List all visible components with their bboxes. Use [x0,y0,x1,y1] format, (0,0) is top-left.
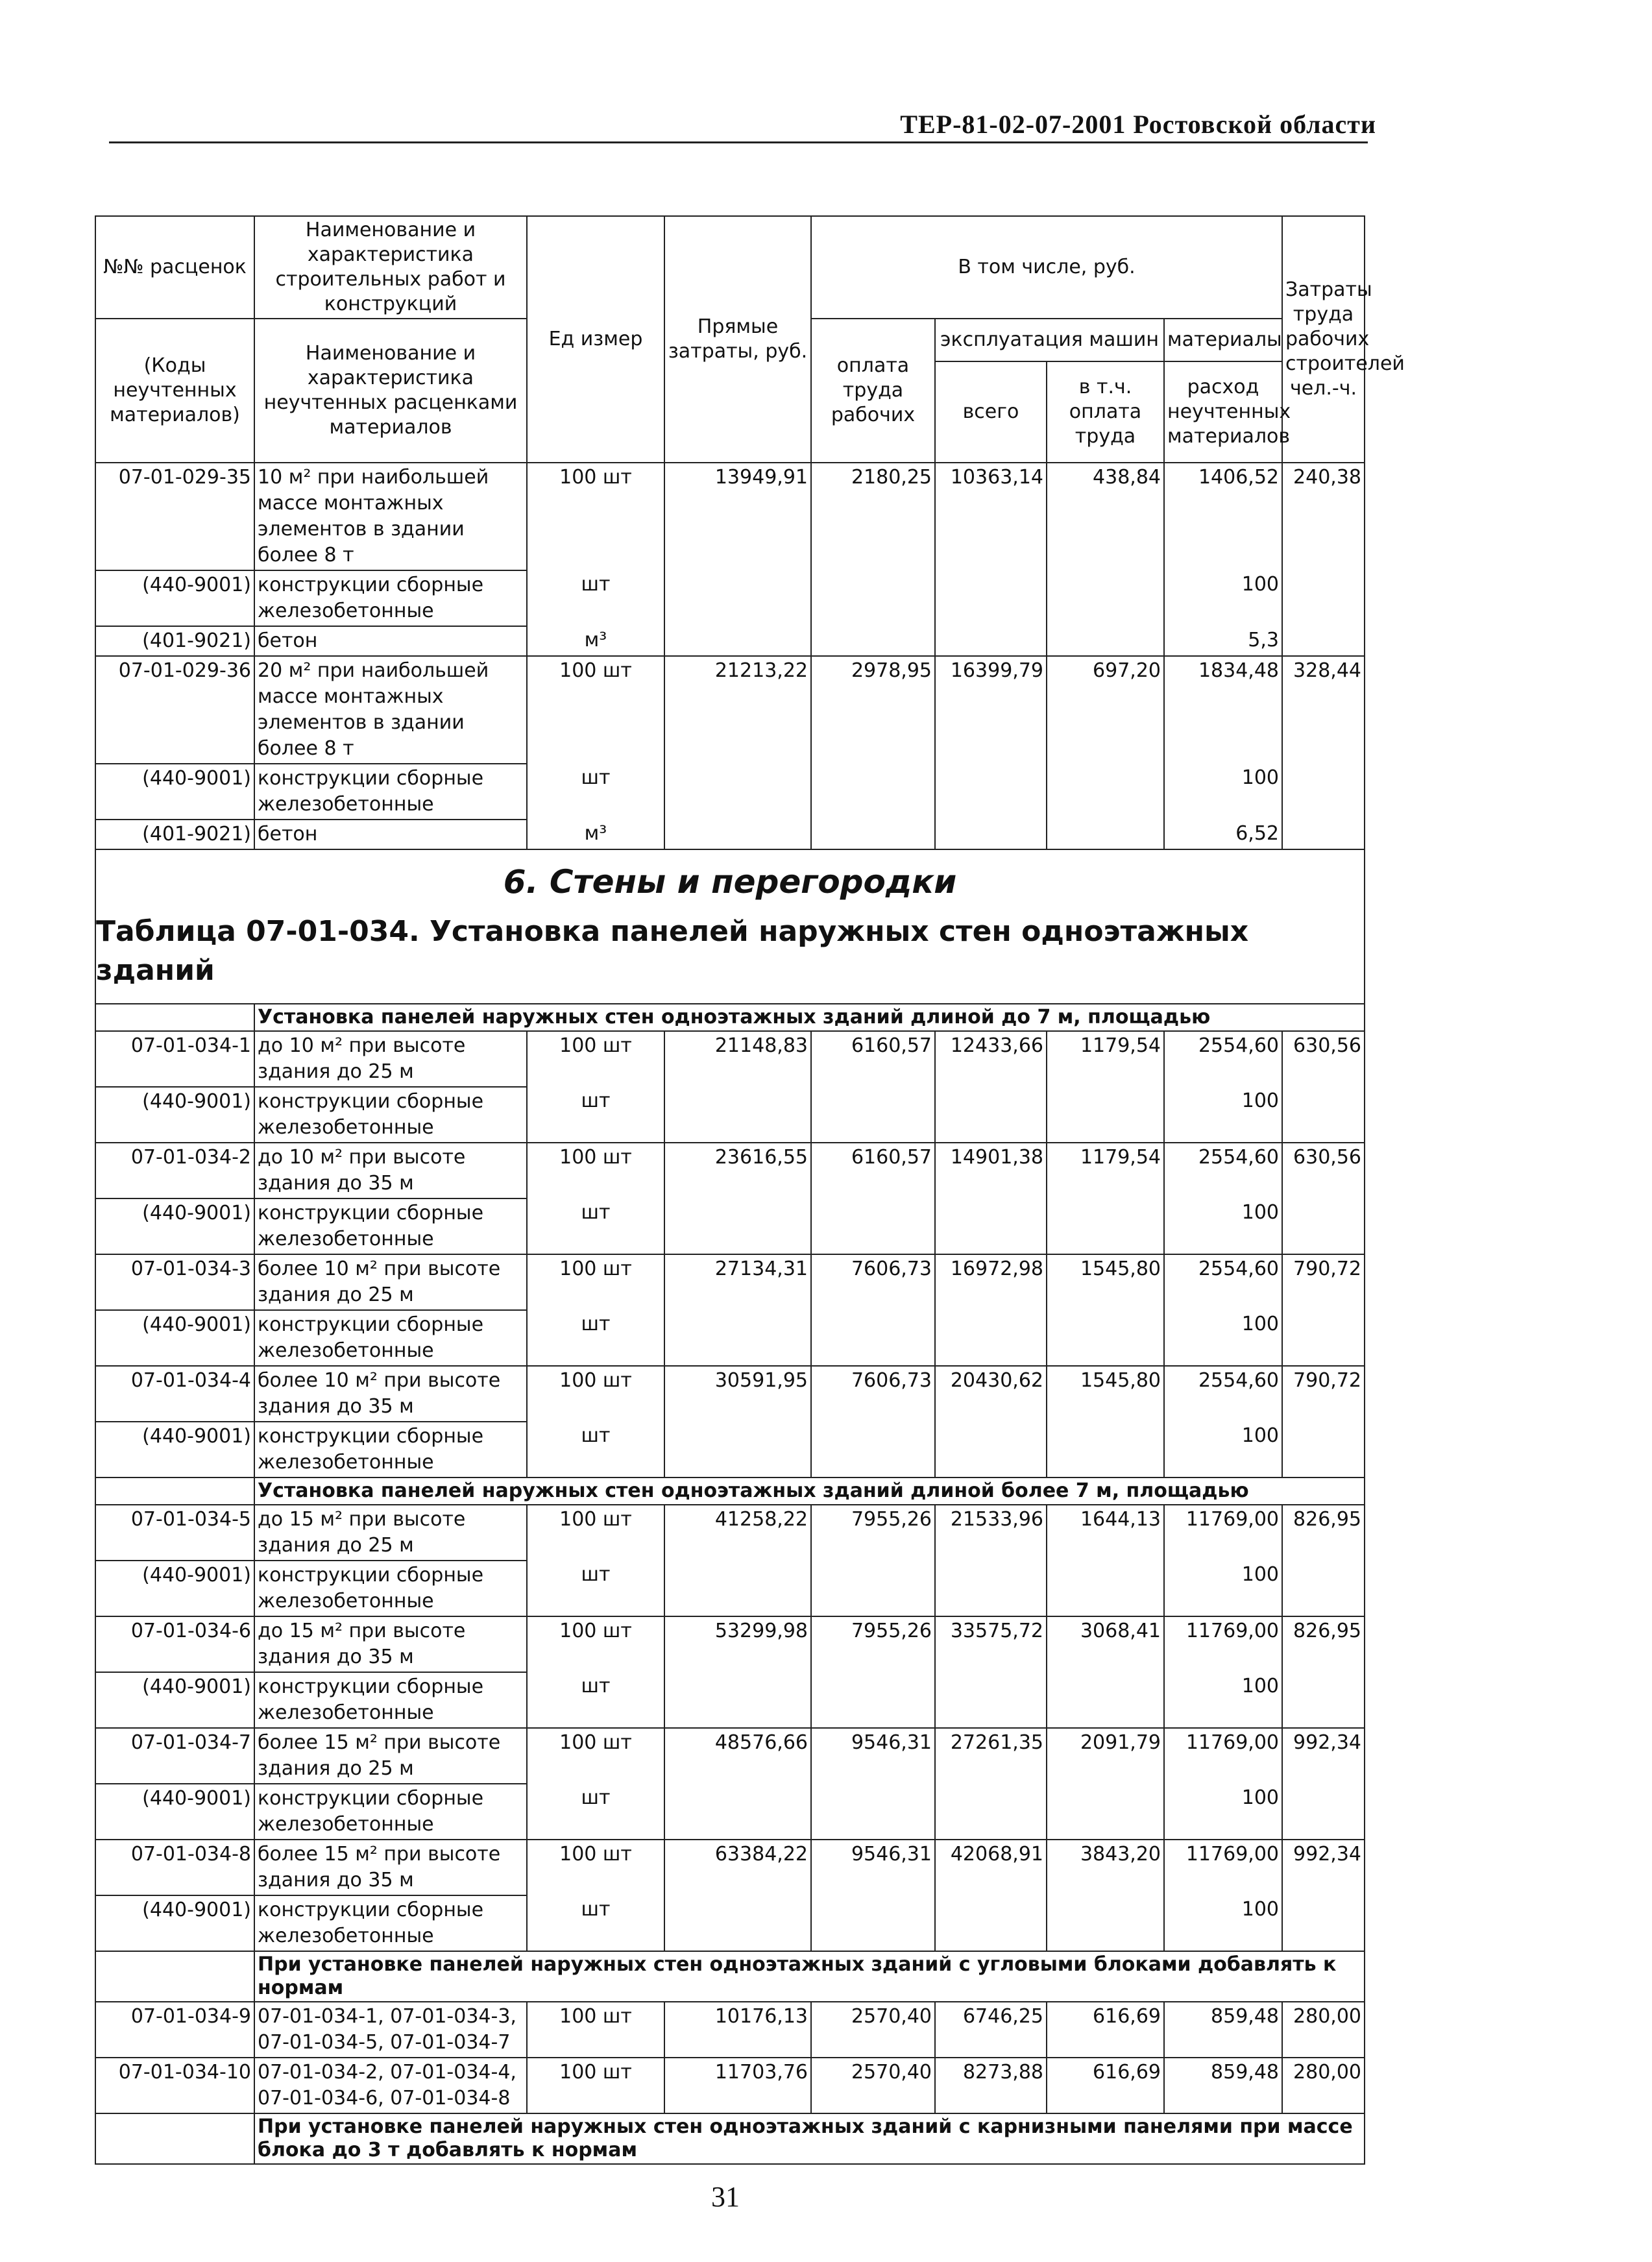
machines-labor-cell [1047,626,1164,656]
labor-pay-cell: 7955,26 [811,1616,935,1672]
direct-costs-cell [664,1198,811,1254]
unit-cell: 100 шт [527,1728,664,1784]
machines-labor-cell: 616,69 [1047,2002,1164,2058]
header-materials: материалы [1164,319,1282,361]
machines-labor-cell: 1644,13 [1047,1505,1164,1561]
machines-labor-cell [1047,1895,1164,1951]
labor-costs-cell [1282,1310,1365,1366]
labor-pay-cell: 2570,40 [811,2002,935,2058]
machines-total-cell [935,1672,1047,1728]
direct-costs-cell: 30591,95 [664,1366,811,1422]
labor-costs-cell: 790,72 [1282,1254,1365,1310]
labor-pay-cell [811,764,935,820]
machines-total-cell [935,764,1047,820]
rate-code-cell: (440-9001) [95,1784,254,1840]
labor-costs-cell: 280,00 [1282,2058,1365,2113]
unit-cell: 100 шт [527,2002,664,2058]
unit-cell: 100 шт [527,1143,664,1198]
direct-costs-cell [664,820,811,849]
machines-total-cell [935,626,1047,656]
machines-total-cell [935,1198,1047,1254]
unit-cell: шт [527,1198,664,1254]
materials-cell: 100 [1164,1087,1282,1143]
table-row [95,1728,1365,1784]
group-row [95,1951,1365,2002]
direct-costs-cell: 21148,83 [664,1031,811,1087]
labor-pay-cell [811,626,935,656]
unit-cell: 100 шт [527,656,664,764]
table-title: Таблица 07-01-034. Установка панелей наружных стен одноэтажных зданий [95,906,1365,1004]
labor-pay-cell [811,1561,935,1616]
rate-name-cell: до 15 м² при высоте здания до 25 м [254,1505,527,1561]
labor-pay-cell [811,1198,935,1254]
labor-pay-cell: 2180,25 [811,463,935,570]
direct-costs-cell [664,1561,811,1616]
unit-cell: шт [527,570,664,626]
header-machines: эксплуатация машин [935,319,1164,361]
labor-costs-cell: 790,72 [1282,1366,1365,1422]
header-name-top: Наименование и характеристика строительных работ и конструкций [254,216,527,319]
machines-total-cell [935,1784,1047,1840]
materials-cell: 100 [1164,1672,1282,1728]
rate-code-cell: 07-01-034-10 [95,2058,254,2113]
labor-costs-cell: 826,95 [1282,1505,1365,1561]
machines-total-cell [935,570,1047,626]
materials-cell: 2554,60 [1164,1254,1282,1310]
materials-cell: 859,48 [1164,2058,1282,2113]
rate-name-cell: 07-01-034-2, 07-01-034-4, 07-01-034-6, 07-01-034-8 [254,2058,527,2113]
rate-name-cell: конструкции сборные железобетонные [254,1310,527,1366]
materials-cell: 2554,60 [1164,1031,1282,1087]
rate-name-cell: конструкции сборные железобетонные [254,1087,527,1143]
labor-pay-cell [811,1895,935,1951]
group-blank [95,2113,254,2164]
direct-costs-cell: 23616,55 [664,1143,811,1198]
labor-pay-cell [811,570,935,626]
table-row [95,1366,1365,1422]
group-row [95,2113,1365,2164]
page-number: 31 [711,2181,740,2213]
machines-labor-cell: 1545,80 [1047,1254,1164,1310]
unit-cell: шт [527,1672,664,1728]
materials-cell: 5,3 [1164,626,1282,656]
rate-code-cell: 07-01-034-6 [95,1616,254,1672]
rate-name-cell: до 10 м² при высоте здания до 25 м [254,1031,527,1087]
table-row [95,2058,1365,2113]
rate-name-cell: более 15 м² при высоте здания до 35 м [254,1840,527,1895]
machines-labor-cell [1047,1087,1164,1143]
document-header-title: ТЕР-81-02-07-2001 Ростовской области [900,110,1376,139]
direct-costs-cell: 21213,22 [664,656,811,764]
labor-costs-cell: 280,00 [1282,2002,1365,2058]
unit-cell: 100 шт [527,2058,664,2113]
labor-costs-cell: 630,56 [1282,1031,1365,1087]
direct-costs-cell [664,1310,811,1366]
labor-pay-cell [811,1784,935,1840]
rate-code-cell: (440-9001) [95,1198,254,1254]
header-labor-costs: Затраты труда рабочих строителей чел.-ч. [1282,216,1365,463]
labor-costs-cell [1282,1561,1365,1616]
section-row [95,849,1365,906]
materials-cell: 2554,60 [1164,1366,1282,1422]
rate-code-cell: (401-9021) [95,820,254,849]
labor-costs-cell: 992,34 [1282,1728,1365,1784]
table-row [95,1422,1365,1478]
header-materials-unaccounted: расход неучтенных материалов [1164,361,1282,463]
labor-costs-cell [1282,1784,1365,1840]
machines-total-cell: 33575,72 [935,1616,1047,1672]
group-title: При установке панелей наружных стен одноэтажных зданий с угловыми блоками добавлять к нормам [254,1951,1365,2002]
rate-code-cell: (440-9001) [95,1561,254,1616]
rate-code-cell: (440-9001) [95,570,254,626]
direct-costs-cell [664,1895,811,1951]
machines-total-cell: 14901,38 [935,1143,1047,1198]
unit-cell: шт [527,1895,664,1951]
table-row [95,463,1365,570]
unit-cell: шт [527,1784,664,1840]
labor-costs-cell: 992,34 [1282,1840,1365,1895]
table-row [95,1143,1365,1198]
machines-total-cell: 21533,96 [935,1505,1047,1561]
labor-costs-cell [1282,1422,1365,1478]
machines-labor-cell: 438,84 [1047,463,1164,570]
machines-labor-cell: 616,69 [1047,2058,1164,2113]
labor-costs-cell: 826,95 [1282,1616,1365,1672]
rate-code-cell: (440-9001) [95,1672,254,1728]
header-name-bottom: Наименование и характеристика неучтенных расценками материалов [254,319,527,463]
materials-cell: 11769,00 [1164,1616,1282,1672]
machines-total-cell: 16399,79 [935,656,1047,764]
machines-labor-cell: 1179,54 [1047,1143,1164,1198]
rate-name-cell: более 10 м² при высоте здания до 35 м [254,1366,527,1422]
labor-costs-cell [1282,1087,1365,1143]
materials-cell: 100 [1164,1895,1282,1951]
price-table [95,215,1405,2165]
materials-cell: 100 [1164,1561,1282,1616]
labor-costs-cell [1282,1672,1365,1728]
machines-labor-cell: 3068,41 [1047,1616,1164,1672]
unit-cell: шт [527,764,664,820]
machines-labor-cell [1047,1672,1164,1728]
machines-labor-cell: 1179,54 [1047,1031,1164,1087]
rate-code-cell: 07-01-034-8 [95,1840,254,1895]
direct-costs-cell [664,570,811,626]
group-title: Установка панелей наружных стен одноэтажных зданий длиной более 7 м, площадью [254,1478,1365,1505]
table-row [95,626,1365,656]
rate-name-cell: более 15 м² при высоте здания до 25 м [254,1728,527,1784]
table-row [95,820,1365,849]
machines-labor-cell: 3843,20 [1047,1840,1164,1895]
machines-labor-cell [1047,570,1164,626]
group-title: При установке панелей наружных стен одноэтажных зданий с карнизными панелями при массе блока до 3 т добавлять к нормам [254,2113,1365,2164]
labor-pay-cell [811,1422,935,1478]
direct-costs-cell [664,1784,811,1840]
unit-cell: м³ [527,820,664,849]
table-row [95,1254,1365,1310]
rate-name-cell: 07-01-034-1, 07-01-034-3, 07-01-034-5, 07-01-034-7 [254,2002,527,2058]
machines-labor-cell [1047,1561,1164,1616]
unit-cell: 100 шт [527,1505,664,1561]
materials-cell: 11769,00 [1164,1505,1282,1561]
direct-costs-cell: 13949,91 [664,463,811,570]
unit-cell: шт [527,1310,664,1366]
materials-cell: 1406,52 [1164,463,1282,570]
unit-cell: 100 шт [527,1616,664,1672]
materials-cell: 11769,00 [1164,1840,1282,1895]
rate-name-cell: бетон [254,626,527,656]
labor-pay-cell: 9546,31 [811,1728,935,1784]
table-row [95,1895,1365,1951]
group-row [95,1004,1365,1031]
direct-costs-cell: 63384,22 [664,1840,811,1895]
rate-code-cell: 07-01-034-1 [95,1031,254,1087]
machines-total-cell: 12433,66 [935,1031,1047,1087]
labor-costs-cell: 328,44 [1282,656,1365,764]
unit-cell: 100 шт [527,1366,664,1422]
machines-total-cell: 8273,88 [935,2058,1047,2113]
rate-code-cell: (440-9001) [95,1422,254,1478]
machines-labor-cell [1047,1784,1164,1840]
rate-code-cell: (440-9001) [95,1310,254,1366]
direct-costs-cell [664,1087,811,1143]
labor-pay-cell [811,1087,935,1143]
unit-cell: 100 шт [527,1254,664,1310]
materials-cell: 100 [1164,1784,1282,1840]
header-rule [109,141,1368,143]
rate-code-cell: 07-01-034-9 [95,2002,254,2058]
rate-name-cell: конструкции сборные железобетонные [254,1561,527,1616]
labor-costs-cell [1282,820,1365,849]
machines-total-cell: 10363,14 [935,463,1047,570]
materials-cell: 859,48 [1164,2002,1282,2058]
rate-code-cell: 07-01-034-7 [95,1728,254,1784]
labor-pay-cell: 2978,95 [811,656,935,764]
header-code-top: №№ расценок [95,216,254,319]
direct-costs-cell: 53299,98 [664,1616,811,1672]
materials-cell: 2554,60 [1164,1143,1282,1198]
rate-code-cell: (440-9001) [95,1895,254,1951]
rate-code-cell: 07-01-029-35 [95,463,254,570]
rate-name-cell: 10 м² при наибольшей массе монтажных элементов в здании более 8 т [254,463,527,570]
rate-code-cell: 07-01-034-2 [95,1143,254,1198]
labor-pay-cell: 6160,57 [811,1031,935,1087]
labor-costs-cell: 630,56 [1282,1143,1365,1198]
rate-name-cell: 20 м² при наибольшей массе монтажных элементов в здании более 8 т [254,656,527,764]
header-row-1 [95,216,1365,319]
labor-costs-cell [1282,1895,1365,1951]
direct-costs-cell [664,626,811,656]
materials-cell: 11769,00 [1164,1728,1282,1784]
rate-name-cell: конструкции сборные железобетонные [254,764,527,820]
table-row [95,764,1365,820]
rate-code-cell: (440-9001) [95,764,254,820]
direct-costs-cell: 27134,31 [664,1254,811,1310]
unit-cell: шт [527,1422,664,1478]
group-blank [95,1004,254,1031]
group-row [95,1478,1365,1505]
labor-pay-cell: 2570,40 [811,2058,935,2113]
machines-total-cell [935,1895,1047,1951]
machines-total-cell: 42068,91 [935,1840,1047,1895]
materials-cell: 1834,48 [1164,656,1282,764]
machines-labor-cell: 2091,79 [1047,1728,1164,1784]
machines-total-cell [935,1087,1047,1143]
labor-pay-cell [811,1672,935,1728]
direct-costs-cell: 11703,76 [664,2058,811,2113]
labor-pay-cell: 6160,57 [811,1143,935,1198]
table-row [95,1198,1365,1254]
header-labor-pay: оплата труда рабочих [811,319,935,463]
section-title: 6. Стены и перегородки [95,849,1365,906]
rate-name-cell: более 10 м² при высоте здания до 25 м [254,1254,527,1310]
machines-labor-cell [1047,1422,1164,1478]
materials-cell: 6,52 [1164,820,1282,849]
labor-pay-cell: 7606,73 [811,1254,935,1310]
machines-total-cell [935,820,1047,849]
labor-costs-cell [1282,626,1365,656]
header-direct-costs: Прямые затраты, руб. [664,216,811,463]
rate-code-cell: (440-9001) [95,1087,254,1143]
direct-costs-cell [664,764,811,820]
header-unit: Ед измер [527,216,664,463]
machines-total-cell: 20430,62 [935,1366,1047,1422]
table-title-row [95,906,1365,1004]
labor-pay-cell: 9546,31 [811,1840,935,1895]
machines-labor-cell [1047,764,1164,820]
rate-name-cell: до 15 м² при высоте здания до 35 м [254,1616,527,1672]
labor-pay-cell [811,820,935,849]
table-row [95,1310,1365,1366]
unit-cell: 100 шт [527,1840,664,1895]
labor-pay-cell [811,1310,935,1366]
rate-code-cell: 07-01-029-36 [95,656,254,764]
labor-costs-cell: 240,38 [1282,463,1365,570]
rate-name-cell: конструкции сборные железобетонные [254,570,527,626]
table-row [95,2002,1365,2058]
labor-costs-cell [1282,764,1365,820]
direct-costs-cell [664,1422,811,1478]
table-row [95,1031,1365,1087]
table-row [95,1672,1365,1728]
group-blank [95,1478,254,1505]
table-row [95,1784,1365,1840]
rate-code-cell: (401-9021) [95,626,254,656]
rate-name-cell: конструкции сборные железобетонные [254,1784,527,1840]
rate-name-cell: конструкции сборные железобетонные [254,1672,527,1728]
machines-labor-cell: 697,20 [1047,656,1164,764]
machines-labor-cell [1047,1310,1164,1366]
unit-cell: шт [527,1561,664,1616]
direct-costs-cell: 48576,66 [664,1728,811,1784]
rate-name-cell: конструкции сборные железобетонные [254,1895,527,1951]
machines-labor-cell [1047,820,1164,849]
table-row [95,1616,1365,1672]
machines-total-cell [935,1310,1047,1366]
table-row [95,656,1365,764]
direct-costs-cell [664,1672,811,1728]
materials-cell: 100 [1164,1198,1282,1254]
rate-name-cell: бетон [254,820,527,849]
table-row [95,1087,1365,1143]
labor-costs-cell [1282,570,1365,626]
rate-code-cell: 07-01-034-3 [95,1254,254,1310]
unit-cell: м³ [527,626,664,656]
direct-costs-cell: 41258,22 [664,1505,811,1561]
machines-labor-cell: 1545,80 [1047,1366,1164,1422]
group-title: Установка панелей наружных стен одноэтажных зданий длиной до 7 м, площадью [254,1004,1365,1031]
machines-total-cell: 16972,98 [935,1254,1047,1310]
table-row [95,1505,1365,1561]
unit-cell: шт [527,1087,664,1143]
table-row [95,570,1365,626]
machines-total-cell [935,1422,1047,1478]
rate-code-cell: 07-01-034-5 [95,1505,254,1561]
header-machines-labor: в т.ч. оплата труда [1047,361,1164,463]
unit-cell: 100 шт [527,1031,664,1087]
header-machines-total: всего [935,361,1047,463]
header-code-bottom: (Коды неучтенных материалов) [95,319,254,463]
machines-total-cell: 6746,25 [935,2002,1047,2058]
table-row [95,1840,1365,1895]
header-including: В том числе, руб. [811,216,1282,319]
machines-total-cell: 27261,35 [935,1728,1047,1784]
rate-name-cell: конструкции сборные железобетонные [254,1422,527,1478]
labor-costs-cell [1282,1198,1365,1254]
materials-cell: 100 [1164,764,1282,820]
materials-cell: 100 [1164,1422,1282,1478]
rate-code-cell: 07-01-034-4 [95,1366,254,1422]
rate-name-cell: до 10 м² при высоте здания до 35 м [254,1143,527,1198]
unit-cell: 100 шт [527,463,664,570]
machines-total-cell [935,1561,1047,1616]
labor-pay-cell: 7606,73 [811,1366,935,1422]
materials-cell: 100 [1164,1310,1282,1366]
rate-name-cell: конструкции сборные железобетонные [254,1198,527,1254]
materials-cell: 100 [1164,570,1282,626]
machines-labor-cell [1047,1198,1164,1254]
direct-costs-cell: 10176,13 [664,2002,811,2058]
table-row [95,1561,1365,1616]
labor-pay-cell: 7955,26 [811,1505,935,1561]
group-blank [95,1951,254,2002]
